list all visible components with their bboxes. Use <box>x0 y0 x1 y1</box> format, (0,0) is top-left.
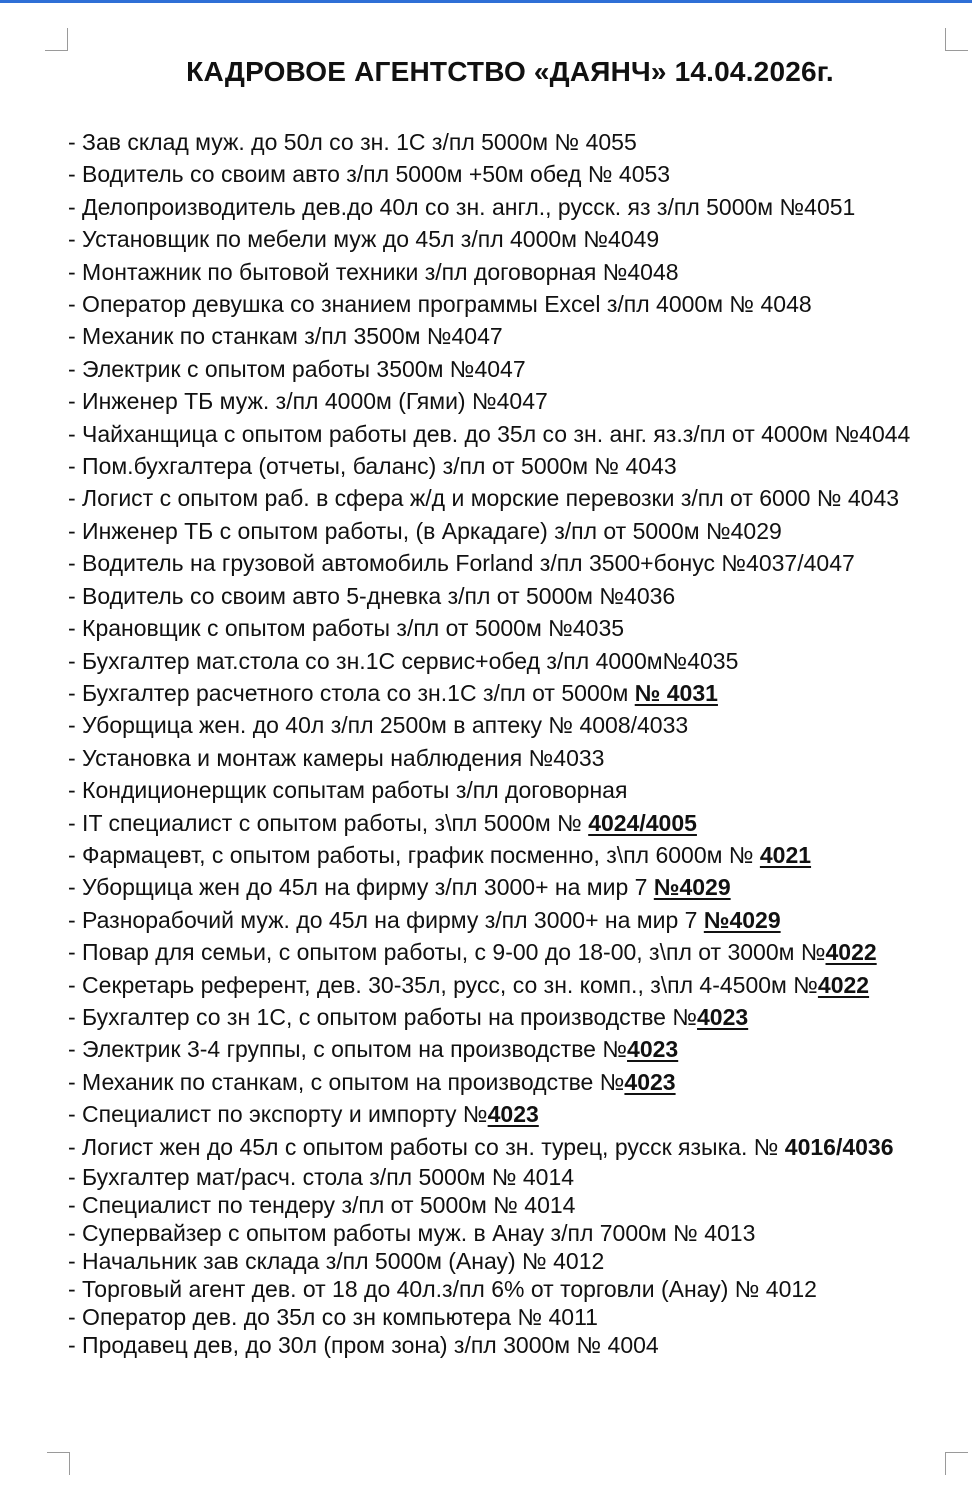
list-item <box>68 612 948 644</box>
job-text: - Бухгалтер расчетного стола со зн.1С з/пл от 5000м <box>68 679 635 706</box>
list-item <box>68 1098 948 1130</box>
list-item <box>68 839 948 871</box>
list-item <box>68 191 948 223</box>
job-text: - Водитель со своим авто з/пл 5000м +50м обед № 4053 <box>68 161 671 188</box>
job-text: - Чайханщица с опытом работы дев. до 35л со зн. анг. яз.з/пл от 4000м №4044 <box>68 420 911 447</box>
top-accent-bar <box>0 0 972 3</box>
list-item <box>68 580 948 612</box>
list-item <box>68 288 948 320</box>
list-item <box>68 547 948 579</box>
list-item <box>68 969 948 1001</box>
list-item <box>68 1275 948 1303</box>
list-item <box>68 1247 948 1275</box>
job-ref-number: 4022 <box>817 971 870 998</box>
job-text: - Супервайзер с опытом работы муж. в Анау з/пл 7000м № 4013 <box>68 1220 756 1246</box>
job-ref-number: 4023 <box>487 1101 539 1128</box>
list-item <box>68 645 948 677</box>
list-item <box>68 871 948 903</box>
page-title: КАДРОВОЕ АГЕНТСТВО «ДАЯНЧ» 14.04.2026г. <box>186 56 834 87</box>
list-item <box>68 450 948 482</box>
list-item <box>68 126 948 158</box>
job-text: - Делопроизводитель дев.до 40л со зн. англ., русск. яз з/пл 5000м №4051 <box>68 193 856 220</box>
list-item <box>68 482 948 514</box>
job-ref-number: 4016/4036 <box>784 1133 894 1160</box>
list-item <box>68 418 948 450</box>
job-text: - Зав склад муж. до 50л со зн. 1С з/пл 5000м № 4055 <box>68 129 637 155</box>
job-list <box>68 126 948 1359</box>
job-text: - Установщик по мебели муж до 45л з/пл 4000м №4049 <box>68 226 660 253</box>
job-text: - Специалист по экспорту и импорту № <box>68 1101 488 1128</box>
list-item <box>68 1001 948 1033</box>
job-text: - Повар для семьи, с опытом работы, с 9-00 до 18-00, з\пл от 3000м № <box>68 939 826 966</box>
list-item <box>68 1303 948 1331</box>
job-text: - Бухгалтер со зн 1С, с опытом работы на производстве № <box>68 1003 698 1030</box>
list-item <box>68 515 948 547</box>
job-text: - Уборщица жен до 45л на фирму з/пл 3000+ на мир 7 <box>68 874 654 901</box>
job-text: - Механик по станкам з/пл 3500м №4047 <box>68 323 503 350</box>
job-text: - Пом.бухгалтера (отчеты, баланс) з/пл от 5000м № 4043 <box>68 453 677 480</box>
job-text: - Механик по станкам, с опытом на производстве № <box>68 1068 625 1095</box>
job-text: - Водитель со своим авто 5-дневка з/пл от 5000м №4036 <box>68 582 676 609</box>
list-item <box>68 1219 948 1247</box>
job-ref-number: №4029 <box>703 906 781 933</box>
list-item <box>68 807 948 839</box>
job-text: - Кондиционерщик сопытам работы з/пл договорная <box>68 777 628 804</box>
job-ref-number: 4022 <box>825 939 877 966</box>
list-item <box>68 936 948 968</box>
list-item <box>68 742 948 774</box>
list-item <box>68 256 948 288</box>
list-item <box>68 353 948 385</box>
job-text: - Электрик 3-4 группы, с опытом на производстве № <box>68 1036 628 1063</box>
list-item <box>68 320 948 352</box>
list-item <box>68 1331 948 1359</box>
list-item <box>68 774 948 806</box>
job-ref-number: 4023 <box>624 1068 676 1095</box>
job-text: - Водитель на грузовой автомобиль Forland з/пл 3500+бонус №4037/4047 <box>68 550 855 577</box>
job-ref-number: 4023 <box>627 1036 679 1063</box>
page-corner-mark <box>45 28 68 51</box>
page-corner-mark <box>47 1452 70 1475</box>
job-text: - Разнорабочий муж. до 45л на фирму з/пл 3000+ на мир 7 <box>68 906 704 933</box>
job-ref-number: 4023 <box>697 1003 749 1030</box>
job-text: - Фармацевт, с опытом работы, график посменно, з\пл 6000м № <box>68 841 760 868</box>
job-text: - Электрик с опытом работы 3500м №4047 <box>68 355 526 382</box>
list-item <box>68 158 948 190</box>
page-corner-mark <box>945 28 968 51</box>
list-item <box>68 1033 948 1065</box>
list-item <box>68 904 948 936</box>
job-text: - Монтажник по бытовой техники з/пл договорная №4048 <box>68 258 679 285</box>
job-text: - Продавец дев, до 30л (пром зона) з/пл 3000м № 4004 <box>68 1332 659 1358</box>
job-ref-number: 4024/4005 <box>588 809 697 836</box>
job-text: - IT специалист с опытом работы, з\пл 5000м № <box>68 809 589 836</box>
job-text: - Логист с опытом раб. в сфера ж/д и морские перевозки з/пл от 6000 № 4043 <box>68 485 900 512</box>
job-ref-number: № 4031 <box>634 679 718 706</box>
job-text: - Начальник зав склада з/пл 5000м (Анау) № 4012 <box>68 1248 605 1274</box>
job-text: - Инженер ТБ муж. з/пл 4000м (Гями) №4047 <box>68 388 548 415</box>
page-corner-mark <box>945 1452 968 1475</box>
job-text: - Установка и монтаж камеры наблюдения №4033 <box>68 744 605 771</box>
job-text: - Специалист по тендеру з/пл от 5000м № 4014 <box>68 1192 576 1218</box>
list-item <box>68 1163 948 1191</box>
list-item <box>68 223 948 255</box>
list-item <box>68 1131 948 1163</box>
job-text: - Оператор девушка со знанием программы Excel з/пл 4000м № 4048 <box>68 291 812 318</box>
job-text: - Секретарь референт, дев. 30-35л, русс, со зн. комп., з\пл 4-4500м № <box>68 971 818 998</box>
job-text: - Бухгалтер мат.стола со зн.1С сервис+обед з/пл 4000м№4035 <box>68 647 739 674</box>
job-text: - Бухгалтер мат/расч. стола з/пл 5000м № 4014 <box>68 1164 575 1190</box>
list-item <box>68 677 948 709</box>
job-ref-number: №4029 <box>653 874 731 901</box>
list-item <box>68 385 948 417</box>
job-text: - Крановщик с опытом работы з/пл от 5000м №4035 <box>68 615 625 642</box>
list-item <box>68 1066 948 1098</box>
job-ref-number: 4021 <box>759 841 812 868</box>
job-text: - Торговый агент дев. от 18 до 40л.з/пл 6% от торговли (Анау) № 4012 <box>68 1276 817 1302</box>
job-text: - Логист жен до 45л с опытом работы со зн. турец, русск языка. № <box>68 1133 785 1160</box>
job-text: - Оператор дев. до 35л со зн компьютера № 4011 <box>68 1304 598 1330</box>
job-text: - Уборщица жен. до 40л з/пл 2500м в аптеку № 4008/4033 <box>68 712 689 739</box>
list-item <box>68 709 948 741</box>
job-text: - Инженер ТБ с опытом работы, (в Аркадаге) з/пл от 5000м №4029 <box>68 517 782 544</box>
list-item <box>68 1191 948 1219</box>
